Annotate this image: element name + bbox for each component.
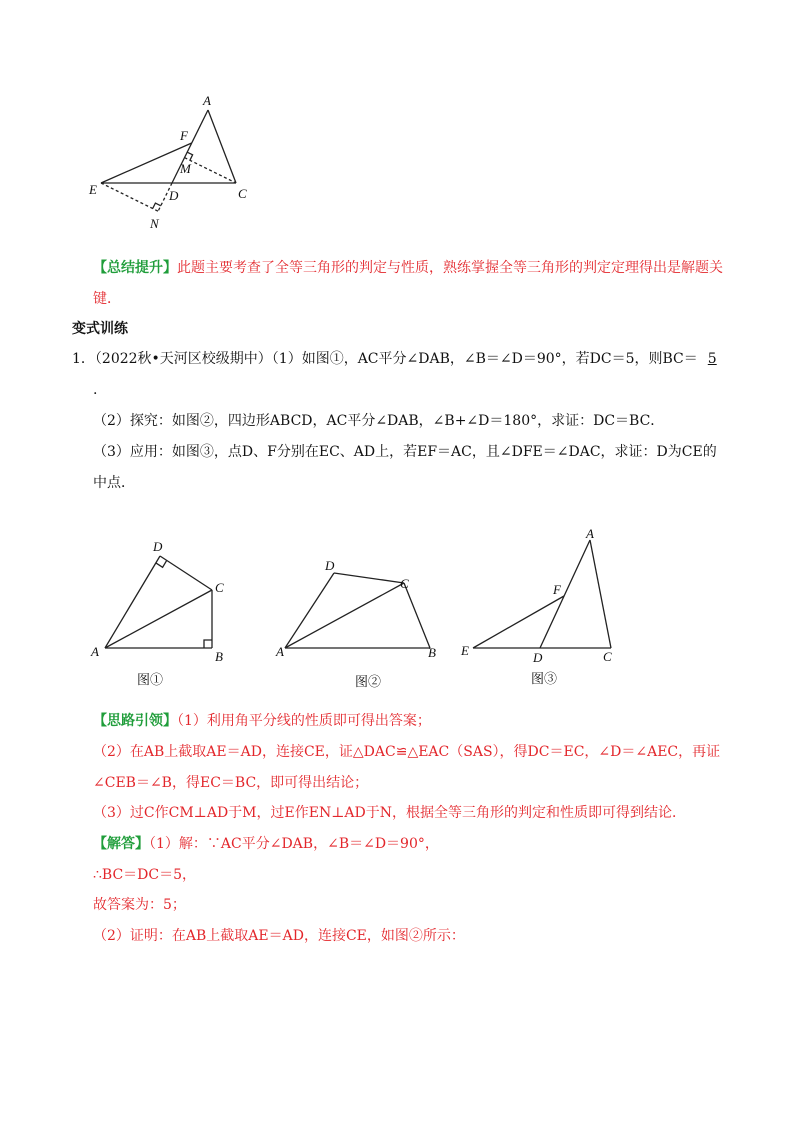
fig2-label-D: D — [325, 558, 335, 573]
fig2-label-A: A — [276, 644, 284, 659]
label-N: N — [150, 216, 159, 231]
label-A: A — [203, 93, 211, 108]
fig1-right-angle-D — [156, 560, 167, 567]
fig1-label-A: A — [91, 644, 99, 659]
solution-line-1 — [93, 834, 439, 854]
answer-blank: 5 — [707, 351, 717, 367]
hint-line-4: （3）过C作CM⊥AD于M，过E作EN⊥AD于N，根据全等三角形的判定和性质即可得到结论． — [93, 805, 686, 821]
fig2-segment-AC — [285, 583, 404, 648]
hint-line-3: ∠CEB＝∠B，得EC＝BC，即可得出结论； — [93, 775, 369, 791]
fig3-label-D: D — [533, 650, 543, 665]
fig2-segment-DC — [334, 573, 404, 583]
figure-3 — [460, 526, 612, 665]
fig1-label-B: B — [215, 649, 223, 664]
fig2-segment-CB — [404, 583, 430, 648]
fig3-label-E: E — [461, 643, 469, 658]
problem-part-3-line-1: （3）应用：如图③，点D、F分别在EC、AD上，若EF＝AC，且∠DFE＝∠DAC，求证：D为CE的 — [93, 444, 717, 460]
fig1-segment-AC — [105, 590, 212, 648]
summary-text: 此题主要考查了全等三角形的判定与性质，熟练掌握全等三角形的判定定理得出是解题关 — [177, 260, 723, 276]
label-C: C — [238, 186, 247, 201]
fig2-caption: 图② — [355, 675, 382, 690]
figure-2 — [275, 558, 436, 660]
label-D: D — [169, 188, 179, 203]
fig3-segment-AD — [540, 540, 590, 648]
hint-label: 【思路引领】 — [93, 713, 177, 729]
summary-line-2: 键． — [93, 291, 121, 307]
section-title: 变式训练 — [72, 321, 128, 337]
hint-line-2: （2）在AB上截取AE＝AD，连接CE，证△DAC≌△EAC（SAS），得DC＝EC，∠D＝∠AEC，再证 — [93, 744, 721, 760]
problem-line-1-end: . — [93, 382, 98, 398]
label-F: F — [180, 128, 188, 143]
summary-line-1 — [93, 258, 723, 278]
fig1-caption: 图① — [137, 673, 164, 688]
hint-text: （1）利用角平分线的性质即可得出答案； — [177, 713, 431, 729]
solution-line-4: （2）证明：在AB上截取AE＝AD，连接CE，如图②所示： — [93, 928, 465, 944]
solution-line-3: 故答案为：5； — [93, 897, 186, 913]
fig3-label-A: A — [586, 526, 594, 541]
fig2-label-C: C — [400, 576, 409, 591]
solution-label: 【解答】 — [93, 836, 149, 852]
label-E: E — [89, 182, 97, 197]
solution-text: （1）解：∵AC平分∠DAB，∠B＝∠D＝90°， — [149, 836, 439, 852]
solution-line-2: ∴BC＝DC＝5， — [93, 867, 197, 883]
label-M: M — [180, 161, 191, 176]
problem-part-3-line-2: 中点． — [93, 475, 135, 491]
figure-1 — [90, 539, 224, 664]
fig1-segment-AD — [105, 556, 160, 648]
fig1-label-C: C — [215, 580, 224, 595]
fig3-label-F: F — [553, 582, 561, 597]
hint-line-1 — [93, 711, 431, 731]
fig1-segment-DC — [160, 556, 212, 590]
fig3-segment-AC — [590, 540, 611, 648]
problem-text: 1．（2022秋•天河区校级期中）（1）如图①，AC平分∠DAB，∠B＝∠D＝90°，若DC＝5，则BC＝ — [72, 351, 698, 367]
fig1-right-angle-B — [204, 640, 212, 648]
fig2-segment-AD — [285, 573, 334, 648]
problem-part-2: （2）探究：如图②，四边形ABCD，AC平分∠DAB，∠B+∠D＝180°，求证：DC＝BC． — [93, 413, 665, 429]
fig3-segment-EF — [473, 596, 564, 648]
fig1-label-D: D — [153, 539, 163, 554]
summary-label: 【总结提升】 — [93, 260, 177, 276]
fig3-label-C: C — [603, 649, 612, 664]
fig2-label-B: B — [428, 645, 436, 660]
fig3-caption: 图③ — [531, 672, 558, 687]
problem-line-1 — [72, 349, 717, 369]
